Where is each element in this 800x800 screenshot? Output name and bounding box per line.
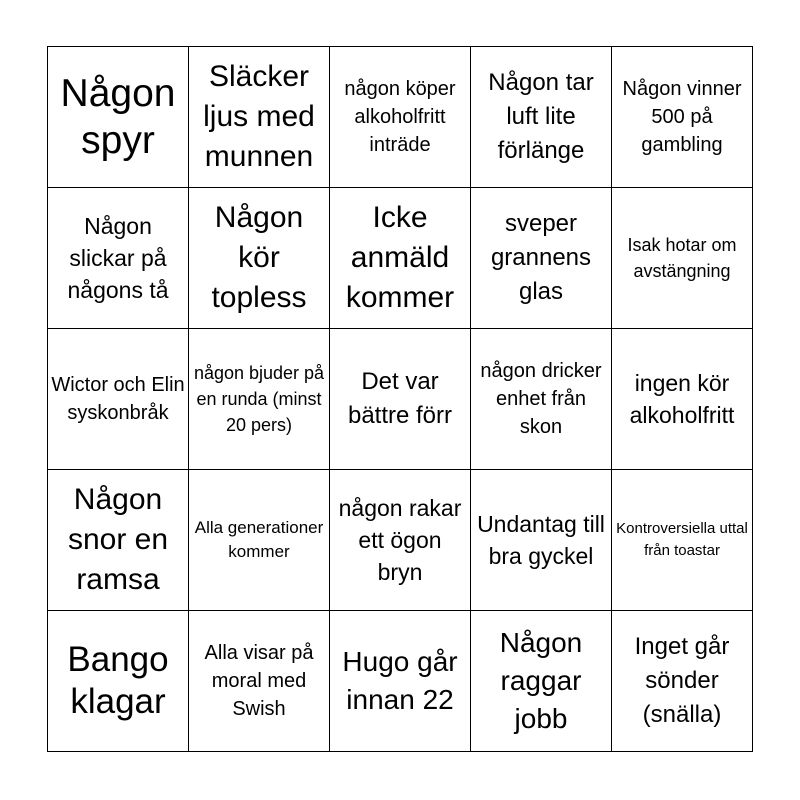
bingo-cell[interactable] (189, 470, 330, 611)
bingo-cell[interactable] (330, 611, 471, 752)
bingo-cell[interactable] (471, 47, 612, 188)
bingo-cell[interactable] (612, 470, 753, 611)
bingo-cell[interactable] (330, 470, 471, 611)
bingo-cell[interactable] (471, 611, 612, 752)
cell-text: någon bjuder på en runda (minst 20 pers) (193, 363, 325, 435)
cell-text: Någon tar luft lite förlänge (488, 69, 594, 164)
bingo-cell[interactable] (48, 611, 189, 752)
bingo-cell[interactable] (189, 329, 330, 470)
bingo-cell[interactable] (471, 470, 612, 611)
bingo-cell[interactable] (48, 329, 189, 470)
cell-text: någon rakar ett ögon bryn (338, 495, 462, 585)
cell-text: Någon spyr (60, 72, 176, 162)
cell-text: Undantag till bra gyckel (477, 511, 605, 569)
bingo-cell[interactable] (189, 47, 330, 188)
bingo-cell[interactable] (48, 188, 189, 329)
bingo-cell[interactable] (612, 611, 753, 752)
bingo-cell[interactable] (612, 188, 753, 329)
bingo-board (47, 46, 753, 752)
bingo-cell[interactable] (189, 611, 330, 752)
cell-text: Alla visar på moral med Swish (204, 642, 314, 720)
bingo-cell[interactable] (48, 47, 189, 188)
bingo-cell[interactable] (612, 47, 753, 188)
cell-text: Icke anmäld kommer (345, 201, 455, 314)
cell-text: Isak hotar om avstängning (627, 235, 737, 281)
bingo-cell[interactable] (471, 329, 612, 470)
bingo-cell[interactable] (330, 47, 471, 188)
cell-text: Någon vinner 500 på gambling (622, 78, 742, 156)
bingo-cell[interactable] (48, 470, 189, 611)
cell-text: Kontroversiella uttal från toastar (616, 520, 748, 559)
bingo-cell[interactable] (330, 329, 471, 470)
cell-text: Wictor och Elin syskonbråk (51, 374, 185, 424)
bingo-cell[interactable] (612, 329, 753, 470)
cell-text: Bango klagar (67, 640, 169, 721)
cell-text: Hugo går innan 22 (342, 646, 458, 715)
cell-text: ingen kör alkoholfritt (629, 370, 735, 428)
cell-text: Alla generationer kommer (194, 518, 324, 561)
cell-text: någon köper alkoholfritt inträde (344, 78, 456, 156)
cell-text: Inget går sönder (snälla) (634, 633, 730, 728)
cell-text: någon dricker enhet från skon (480, 360, 602, 438)
cell-text: Någon snor en ramsa (67, 483, 169, 596)
cell-text: Någon raggar jobb (499, 627, 583, 734)
bingo-cell[interactable] (189, 188, 330, 329)
bingo-cell[interactable] (330, 188, 471, 329)
bingo-cell[interactable] (471, 188, 612, 329)
cell-text: Släcker ljus med munnen (203, 60, 315, 173)
cell-text: Någon kör topless (211, 201, 307, 314)
cell-text: sveper grannens glas (490, 210, 592, 305)
cell-text: Någon slickar på någons tå (67, 213, 169, 303)
cell-text: Det var bättre förr (347, 368, 453, 429)
